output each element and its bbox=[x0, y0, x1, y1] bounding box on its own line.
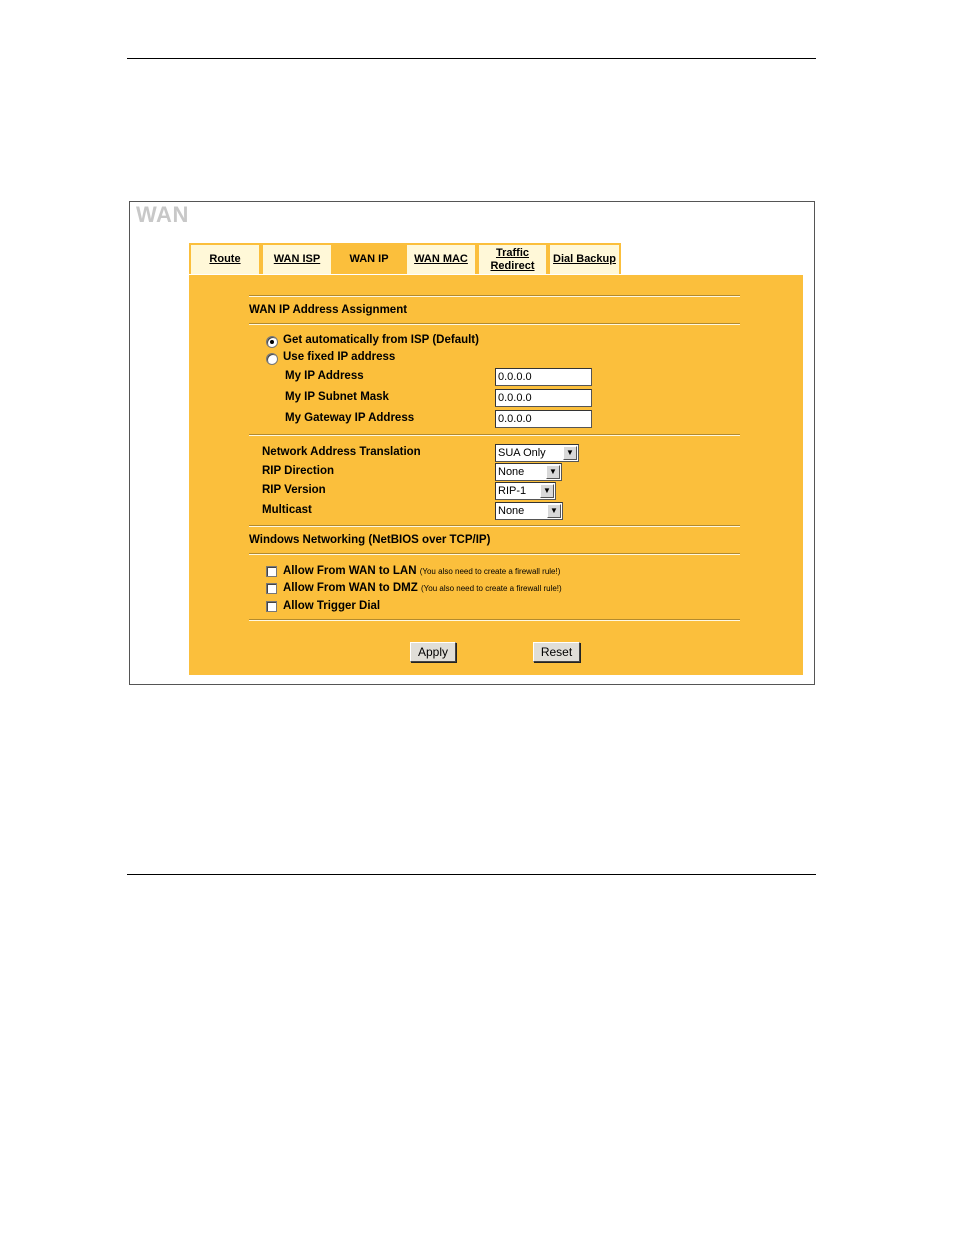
multicast-label: Multicast bbox=[262, 504, 312, 516]
tab-wan-isp[interactable]: WAN ISP bbox=[261, 243, 333, 274]
checkbox-wan-to-dmz[interactable] bbox=[266, 583, 277, 594]
divider bbox=[249, 435, 740, 436]
reset-button[interactable]: Reset bbox=[533, 642, 580, 662]
wan-to-dmz-label bbox=[283, 582, 562, 594]
divider bbox=[249, 296, 740, 297]
wan-to-lan-note: (You also need to create a firewall rule!) bbox=[419, 567, 561, 576]
trigger-dial-label: Allow Trigger Dial bbox=[283, 600, 381, 612]
tab-dial-backup[interactable]: Dial Backup bbox=[548, 243, 621, 274]
nat-label: Network Address Translation bbox=[262, 446, 421, 458]
gateway-ip-field[interactable] bbox=[495, 410, 592, 428]
multicast-value: None bbox=[498, 505, 525, 517]
ip-assignment-title: WAN IP Address Assignment bbox=[249, 304, 408, 316]
rip-direction-select[interactable] bbox=[495, 463, 562, 481]
tab-traffic-redirect-line2: Redirect bbox=[490, 259, 535, 272]
wan-screen bbox=[129, 201, 815, 685]
divider bbox=[249, 324, 740, 325]
page-header-rule bbox=[127, 58, 816, 59]
radio-get-automatically[interactable] bbox=[266, 336, 278, 348]
rip-version-select[interactable] bbox=[495, 482, 556, 500]
nat-value: SUA Only bbox=[498, 447, 546, 459]
tab-wan-mac[interactable]: WAN MAC bbox=[405, 243, 477, 274]
rip-version-label: RIP Version bbox=[262, 484, 326, 496]
chevron-down-icon: ▼ bbox=[546, 465, 560, 479]
checkbox-wan-to-lan[interactable] bbox=[266, 566, 277, 577]
tab-route[interactable]: Route bbox=[189, 243, 261, 274]
my-ip-address-field[interactable] bbox=[495, 368, 592, 386]
option-fixed-label: Use fixed IP address bbox=[283, 351, 396, 363]
wan-to-dmz-note: (You also need to create a firewall rule!) bbox=[421, 584, 562, 593]
multicast-select[interactable] bbox=[495, 502, 563, 520]
divider bbox=[249, 526, 740, 527]
divider bbox=[249, 554, 740, 555]
subnet-mask-field[interactable] bbox=[495, 389, 592, 407]
divider bbox=[249, 620, 740, 621]
option-auto-label: Get automatically from ISP (Default) bbox=[283, 334, 479, 346]
rip-version-value: RIP-1 bbox=[498, 485, 527, 497]
wan-to-lan-label bbox=[283, 565, 560, 577]
radio-use-fixed-ip[interactable] bbox=[266, 353, 278, 365]
my-ip-label: My IP Address bbox=[285, 370, 364, 382]
wan-ip-panel bbox=[189, 275, 803, 675]
gateway-label: My Gateway IP Address bbox=[285, 412, 415, 424]
rip-direction-value: None bbox=[498, 466, 525, 478]
checkbox-trigger-dial[interactable] bbox=[266, 601, 277, 612]
tab-traffic-redirect-line1: Traffic bbox=[495, 246, 529, 259]
chevron-down-icon: ▼ bbox=[547, 504, 561, 518]
chevron-down-icon: ▼ bbox=[540, 484, 554, 498]
chevron-down-icon: ▼ bbox=[563, 446, 577, 460]
nat-select[interactable] bbox=[495, 444, 579, 462]
netbios-title: Windows Networking (NetBIOS over TCP/IP) bbox=[249, 534, 491, 546]
tab-traffic-redirect[interactable] bbox=[477, 243, 548, 274]
page-title: WAN bbox=[136, 202, 189, 227]
page-footer-rule bbox=[127, 874, 816, 875]
tab-wan-ip[interactable]: WAN IP bbox=[333, 243, 405, 274]
subnet-label: My IP Subnet Mask bbox=[285, 391, 389, 403]
apply-button[interactable]: Apply bbox=[410, 642, 456, 662]
rip-direction-label: RIP Direction bbox=[262, 465, 334, 477]
wan-to-dmz-text: Allow From WAN to DMZ bbox=[283, 582, 418, 594]
wan-to-lan-text: Allow From WAN to LAN bbox=[283, 565, 417, 577]
